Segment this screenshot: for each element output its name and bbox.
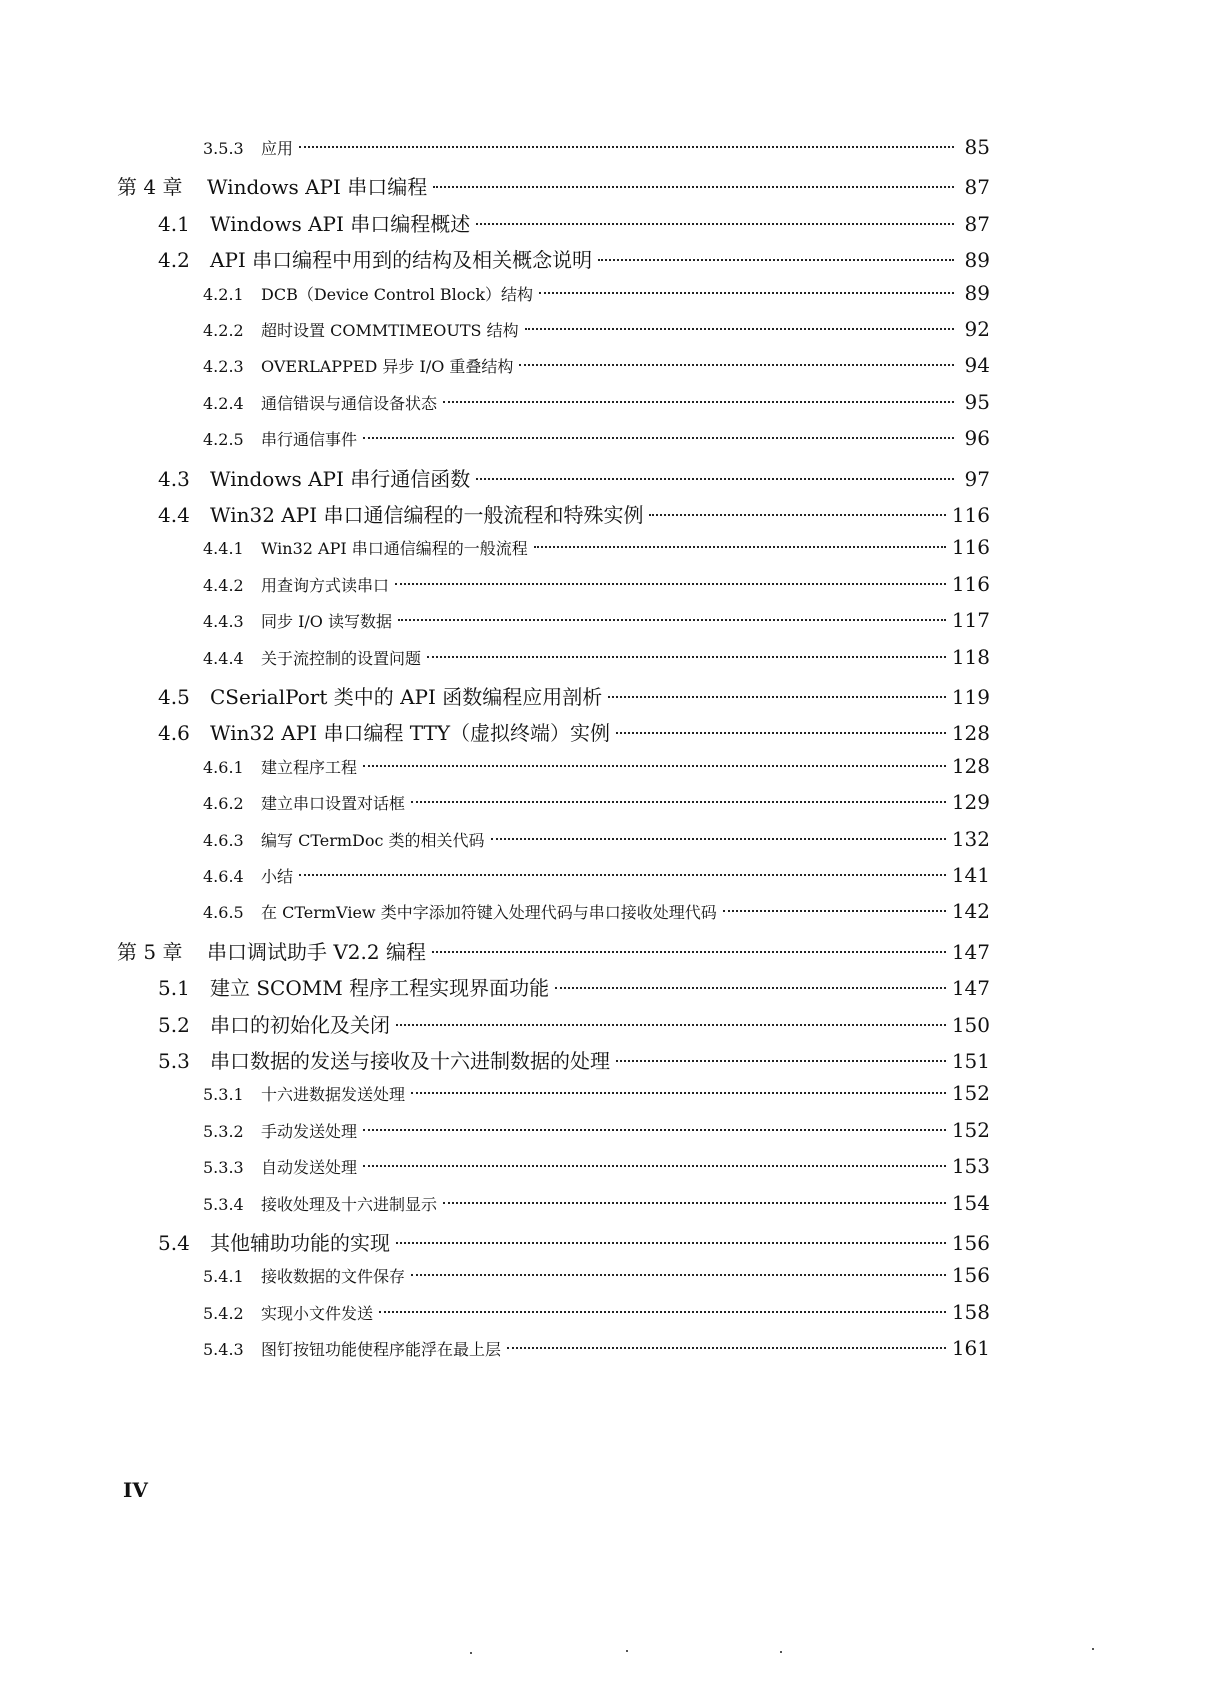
toc-entry: [158, 463, 990, 497]
dot-leader: [411, 801, 946, 803]
dot-leader: [427, 656, 946, 658]
toc-entry: [203, 426, 990, 460]
toc-entry-page: 94: [964, 353, 990, 378]
toc-entry-title: 建立 SCOMM 程序工程实现界面功能: [210, 976, 550, 1001]
scan-speck: [1092, 1648, 1094, 1650]
toc-entry: [158, 244, 990, 278]
dot-leader: [443, 401, 954, 403]
dot-leader: [534, 546, 946, 548]
toc-entry-number: 5.3.2: [203, 1121, 244, 1141]
toc-entry: [203, 899, 990, 933]
toc-entry: [203, 790, 990, 824]
toc-entry-number: 5.4.1: [203, 1267, 244, 1287]
toc-entry: [203, 390, 990, 424]
toc-entry-page: 87: [964, 175, 990, 200]
dot-leader: [443, 1202, 946, 1204]
toc-entry: [158, 1227, 990, 1261]
toc-entry-title: Win32 API 串口通信编程的一般流程: [261, 539, 528, 559]
toc-entry-page: 128: [951, 721, 990, 746]
toc-entry-title: 其他辅助功能的实现: [210, 1231, 390, 1255]
toc-entry-title: Windows API 串口编程概述: [210, 211, 471, 236]
toc-entry-page: 128: [951, 753, 990, 778]
toc-entry-page: 141: [951, 863, 990, 887]
toc-entry-title: Win32 API 串口通信编程的一般流程和特殊实例: [210, 503, 644, 527]
toc-entry: [203, 863, 990, 897]
toc-entry-page: 152: [951, 1081, 990, 1106]
toc-entry: [203, 1118, 990, 1152]
toc-entry: [203, 754, 990, 788]
toc-entry-page: 87: [964, 211, 990, 236]
scan-speck: [780, 1651, 782, 1653]
toc-entry-page: 116: [951, 503, 990, 527]
toc-entry-title: CSerialPort 类中的 API 函数编程应用剖析: [210, 685, 603, 709]
toc-entry: [203, 281, 990, 315]
toc-entry-title: 在 CTermView 类中字添加符键入处理代码与串口接收处理代码: [261, 903, 717, 923]
toc-entry-number: 4.6.4: [203, 867, 244, 886]
toc-entry-page: 96: [964, 426, 990, 451]
toc-entry: [203, 535, 990, 569]
toc-entry-title: OVERLAPPED 异步 I/O 重叠结构: [261, 357, 514, 377]
toc-entry-page: 147: [951, 939, 990, 964]
toc-entry-number: 3.5.3: [203, 139, 244, 158]
toc-entry-page: 132: [951, 826, 990, 851]
toc-entry: [158, 972, 990, 1006]
toc-entry-number: 4.2.4: [203, 393, 244, 413]
toc-entry-page: 95: [964, 389, 990, 414]
toc-entry: [158, 499, 990, 533]
dot-leader: [608, 696, 946, 698]
toc-entry: [203, 135, 990, 169]
toc-entry-title: 用查询方式读串口: [261, 575, 390, 595]
toc-entry-title: 串口的初始化及关闭: [210, 1012, 390, 1037]
toc-entry-number: 4.2.1: [203, 284, 244, 304]
toc-entry: [158, 681, 990, 715]
toc-entry-title: 小结: [261, 867, 294, 886]
toc-entry-page: 151: [951, 1049, 990, 1073]
dot-leader: [616, 1060, 946, 1062]
toc-entry-number: 4.2.2: [203, 321, 244, 340]
dot-leader: [476, 478, 954, 480]
dot-leader: [363, 1165, 946, 1167]
dot-leader: [299, 146, 954, 148]
toc-entry-number: 4.4.4: [203, 648, 244, 668]
toc-entry-title: 同步 I/O 读写数据: [261, 612, 393, 632]
toc-entry-title: 手动发送处理: [261, 1121, 358, 1141]
toc-entry-title: 串口数据的发送与接收及十六进制数据的处理: [210, 1049, 610, 1073]
dot-leader: [396, 1242, 946, 1244]
toc-entry-number: 5.3.4: [203, 1194, 244, 1214]
toc-entry-number: 5.1: [158, 976, 190, 1001]
toc-entry-number: 4.5: [158, 685, 190, 709]
toc-entry: [117, 936, 990, 970]
toc-entry-number: 4.2.3: [203, 357, 244, 377]
toc-entry-number: 5.3.3: [203, 1158, 244, 1178]
toc-entry: [117, 171, 990, 205]
toc-entry-number: 第 5 章: [117, 939, 183, 964]
toc-entry: [203, 827, 990, 861]
toc-entry-title: 编写 CTermDoc 类的相关代码: [261, 830, 485, 850]
page-number-footer: IV: [123, 1478, 148, 1502]
toc-entry-number: 4.1: [158, 211, 190, 236]
dot-leader: [616, 732, 946, 734]
dot-leader: [723, 910, 946, 912]
toc-entry: [203, 1263, 990, 1297]
toc-entry-page: 118: [951, 644, 990, 669]
toc-entry: [203, 353, 990, 387]
toc-entry: [203, 1191, 990, 1225]
toc-entry: [203, 572, 990, 606]
toc-entry: [203, 1336, 990, 1370]
toc-entry: [203, 1300, 990, 1334]
toc-entry-number: 5.2: [158, 1012, 190, 1037]
toc-entry-title: 超时设置 COMMTIMEOUTS 结构: [261, 321, 519, 340]
dot-leader: [433, 186, 954, 188]
toc-entry: [203, 645, 990, 679]
dot-leader: [299, 874, 946, 876]
dot-leader: [432, 951, 946, 953]
toc-entry-number: 5.4.3: [203, 1340, 244, 1360]
dot-leader: [555, 987, 946, 989]
toc-entry-page: 156: [951, 1263, 990, 1288]
toc-entry: [158, 1045, 990, 1079]
scan-speck: [470, 1652, 472, 1654]
scan-speck: [626, 1650, 628, 1652]
dot-leader: [363, 437, 954, 439]
toc-entry-page: 152: [951, 1117, 990, 1142]
dot-leader: [476, 223, 954, 225]
toc-entry-page: 158: [951, 1299, 990, 1324]
toc-entry-title: API 串口编程中用到的结构及相关概念说明: [210, 248, 593, 273]
toc-entry-page: 117: [951, 608, 990, 633]
toc-entry-number: 4.4.1: [203, 539, 244, 559]
dot-leader: [491, 838, 946, 840]
dot-leader: [525, 328, 954, 330]
dot-leader: [507, 1347, 946, 1349]
toc-entry-page: 161: [951, 1336, 990, 1361]
toc-entry-title: 建立程序工程: [261, 757, 358, 777]
toc-entry-page: 154: [951, 1190, 990, 1215]
toc-entry-number: 5.4: [158, 1231, 190, 1255]
toc-entry-title: 关于流控制的设置问题: [261, 648, 422, 668]
toc-entry-page: 92: [964, 317, 990, 341]
dot-leader: [649, 514, 945, 516]
toc-entry-title: 接收数据的文件保存: [261, 1267, 406, 1287]
toc-entry: [203, 608, 990, 642]
toc-entry-number: 4.4.3: [203, 612, 244, 632]
dot-leader: [539, 292, 954, 294]
toc-entry-title: 串行通信事件: [261, 430, 358, 450]
toc-entry-number: 5.3.1: [203, 1085, 244, 1105]
toc-entry: [158, 208, 990, 242]
toc-entry-number: 5.4.2: [203, 1303, 244, 1323]
dot-leader: [398, 619, 946, 621]
toc-entry-number: 4.6.1: [203, 757, 244, 777]
toc-entry-number: 4.3: [158, 466, 190, 491]
toc-entry-number: 4.6.5: [203, 903, 244, 923]
toc-entry-title: 串口调试助手 V2.2 编程: [207, 939, 426, 964]
toc-entry-title: 自动发送处理: [261, 1158, 358, 1178]
toc-entry: [158, 717, 990, 751]
toc-entry-title: DCB（Device Control Block）结构: [261, 284, 534, 304]
dot-leader: [411, 1274, 946, 1276]
toc-entry-number: 4.2.5: [203, 430, 244, 450]
toc-entry-page: 85: [964, 135, 990, 159]
dot-leader: [395, 583, 946, 585]
dot-leader: [396, 1024, 946, 1026]
toc-entry-number: 4.6.3: [203, 830, 244, 850]
dot-leader: [379, 1311, 946, 1313]
toc-entry-title: Win32 API 串口编程 TTY（虚拟终端）实例: [210, 721, 611, 746]
toc-entry-title: 通信错误与通信设备状态: [261, 393, 438, 413]
toc-entry-number: 4.6: [158, 721, 190, 746]
toc-entry-number: 4.4.2: [203, 575, 244, 595]
toc-entry-title: 接收处理及十六进制显示: [261, 1194, 438, 1214]
toc-entry-page: 116: [951, 535, 990, 560]
toc-entry-page: 116: [951, 571, 990, 596]
toc-entry-page: 156: [951, 1231, 990, 1255]
toc-entry-number: 4.6.2: [203, 794, 244, 814]
dot-leader: [363, 1129, 946, 1131]
dot-leader: [598, 259, 954, 261]
toc-entry-number: 5.3: [158, 1049, 190, 1073]
toc-entry-title: 实现小文件发送: [261, 1303, 374, 1323]
toc-entry-page: 150: [951, 1012, 990, 1037]
toc-entry-page: 142: [951, 899, 990, 924]
toc-entry: [158, 1009, 990, 1043]
toc-entry-page: 147: [951, 976, 990, 1001]
dot-leader: [519, 364, 954, 366]
toc-entry-title: 应用: [261, 139, 294, 158]
dot-leader: [363, 765, 946, 767]
toc-entry-title: Windows API 串口编程: [207, 175, 428, 200]
toc-entry-title: Windows API 串行通信函数: [210, 466, 471, 491]
toc-entry-page: 119: [951, 685, 990, 709]
toc-entry-page: 129: [951, 790, 990, 815]
toc-entry-number: 4.4: [158, 503, 190, 527]
toc-entry-title: 十六进数据发送处理: [261, 1085, 406, 1105]
toc-entry: [203, 1081, 990, 1115]
toc-entry: [203, 1154, 990, 1188]
toc-entry-number: 第 4 章: [117, 175, 183, 200]
toc-entry-number: 4.2: [158, 248, 190, 273]
toc-entry-page: 89: [964, 280, 990, 305]
toc-entry: [203, 317, 990, 351]
toc-entry-page: 89: [964, 248, 990, 273]
toc-entry-title: 图钉按钮功能使程序能浮在最上层: [261, 1340, 502, 1360]
toc-entry-page: 153: [951, 1154, 990, 1179]
dot-leader: [411, 1092, 946, 1094]
toc-entry-page: 97: [964, 466, 990, 491]
toc-entry-title: 建立串口设置对话框: [261, 794, 406, 814]
